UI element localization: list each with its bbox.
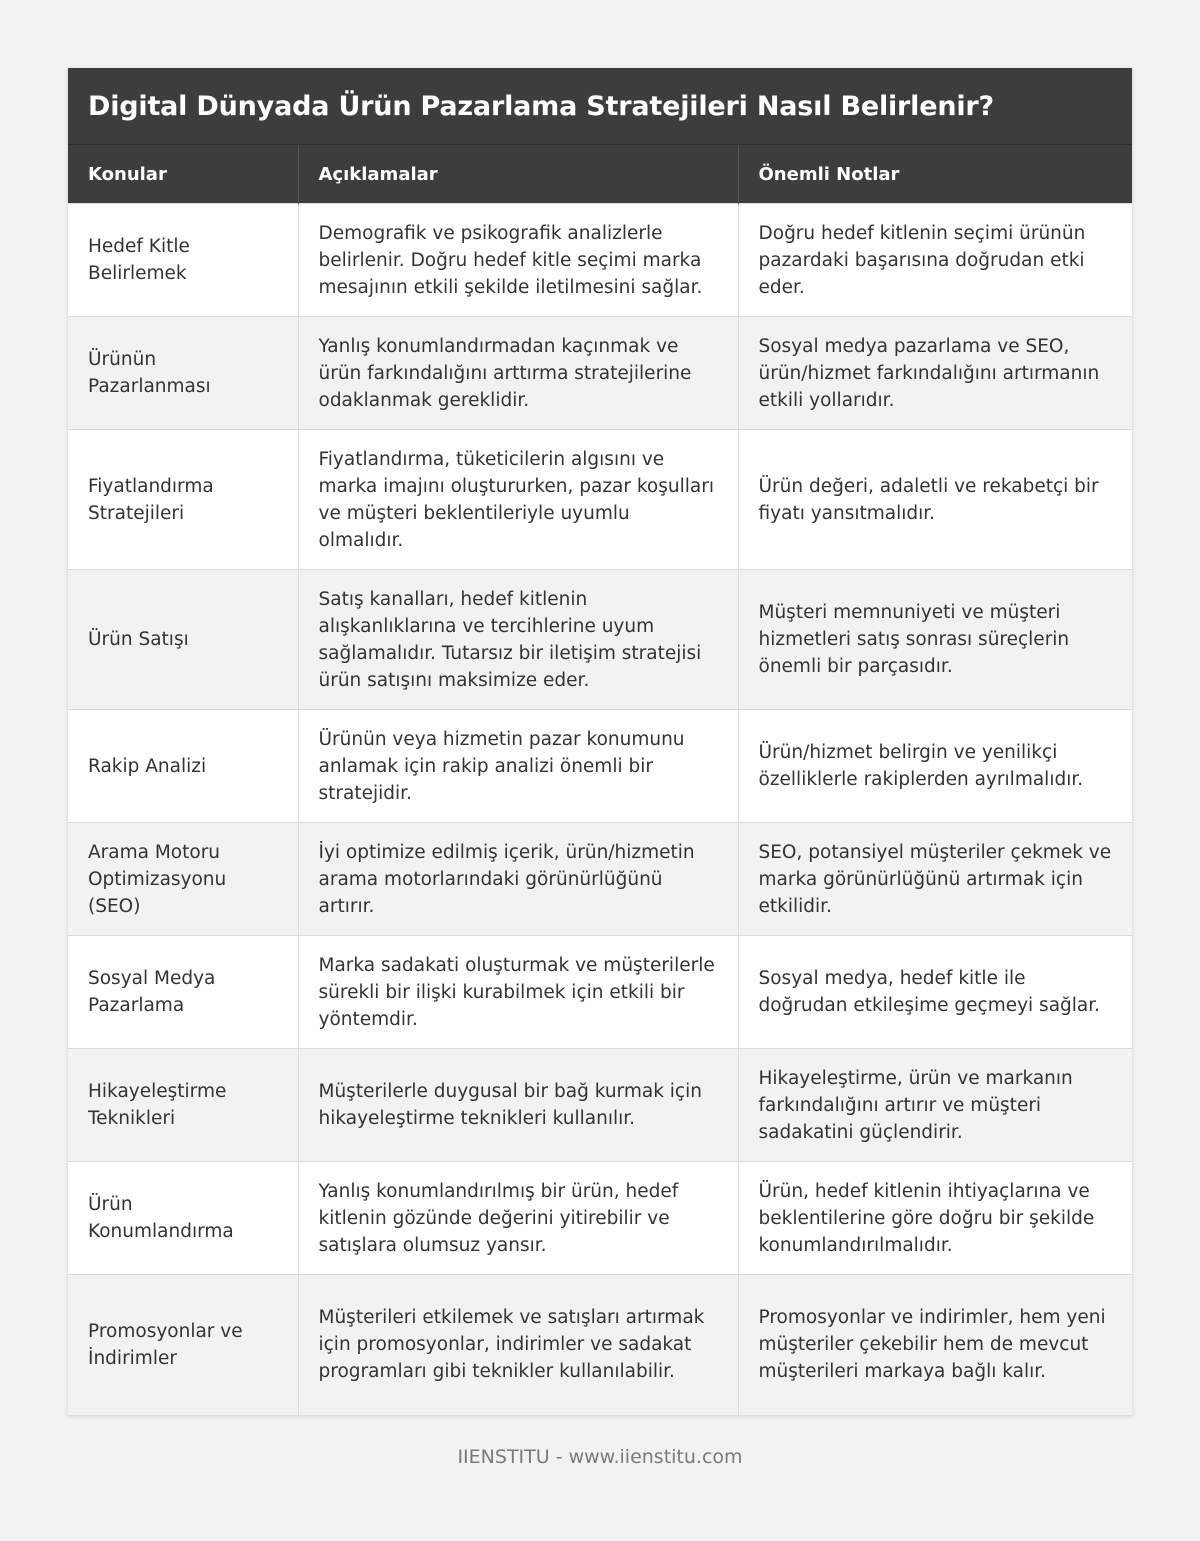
header-descriptions: Açıklamalar <box>298 145 738 204</box>
description-cell: Satış kanalları, hedef kitlenin alışkanlıklarına ve tercihlerine uyum sağlamalıdır. Tutarsız bir iletişim stratejisi ürün satışını maksimize eder. <box>298 570 738 710</box>
note-cell: Müşteri memnuniyeti ve müşteri hizmetleri satış sonrası süreçlerin önemli bir parçasıdır. <box>738 570 1132 710</box>
description-cell: Yanlış konumlandırmadan kaçınmak ve ürün farkındalığını arttırma stratejilerine odaklanmak gereklidir. <box>298 317 738 430</box>
table-row <box>68 1162 1132 1275</box>
table-header-row <box>68 145 1132 204</box>
table-row <box>68 710 1132 823</box>
table-row <box>68 317 1132 430</box>
description-cell: Demografik ve psikografik analizlerle belirlenir. Doğru hedef kitle seçimi marka mesajının etkili şekilde iletilmesini sağlar. <box>298 204 738 317</box>
description-cell: İyi optimize edilmiş içerik, ürün/hizmetin arama motorlarındaki görünürlüğünü artırır. <box>298 823 738 936</box>
table-row <box>68 1049 1132 1162</box>
header-topics: Konular <box>68 145 298 204</box>
topic-cell: Promosyonlar ve İndirimler <box>68 1275 298 1415</box>
page-title: Digital Dünyada Ürün Pazarlama Stratejileri Nasıl Belirlenir? <box>88 90 994 122</box>
table-row <box>68 1275 1132 1415</box>
strategy-table <box>68 145 1132 1415</box>
description-cell: Fiyatlandırma, tüketicilerin algısını ve marka imajını oluştururken, pazar koşulları ve müşteri beklentileriyle uyumlu olmalıdır. <box>298 430 738 570</box>
topic-cell: Fiyatlandırma Stratejileri <box>68 430 298 570</box>
topic-cell: Ürün Satışı <box>68 570 298 710</box>
note-cell: Ürün/hizmet belirgin ve yenilikçi özelliklerle rakiplerden ayrılmalıdır. <box>738 710 1132 823</box>
note-cell: SEO, potansiyel müşteriler çekmek ve marka görünürlüğünü artırmak için etkilidir. <box>738 823 1132 936</box>
topic-cell: Arama Motoru Optimizasyonu (SEO) <box>68 823 298 936</box>
topic-cell: Sosyal Medya Pazarlama <box>68 936 298 1049</box>
table-row <box>68 204 1132 317</box>
description-cell: Yanlış konumlandırılmış bir ürün, hedef kitlenin gözünde değerini yitirebilir ve satışlara olumsuz yansır. <box>298 1162 738 1275</box>
note-cell: Promosyonlar ve indirimler, hem yeni müşteriler çekebilir hem de mevcut müşterileri markaya bağlı kalır. <box>738 1275 1132 1415</box>
topic-cell: Hedef Kitle Belirlemek <box>68 204 298 317</box>
table-card <box>68 68 1132 1415</box>
table-row <box>68 570 1132 710</box>
topic-cell: Ürünün Pazarlanması <box>68 317 298 430</box>
note-cell: Ürün, hedef kitlenin ihtiyaçlarına ve beklentilerine göre doğru bir şekilde konumlandırılmalıdır. <box>738 1162 1132 1275</box>
note-cell: Sosyal medya pazarlama ve SEO, ürün/hizmet farkındalığını artırmanın etkili yollarıdır. <box>738 317 1132 430</box>
note-cell: Doğru hedef kitlenin seçimi ürünün pazardaki başarısına doğrudan etki eder. <box>738 204 1132 317</box>
table-row <box>68 430 1132 570</box>
description-cell: Ürünün veya hizmetin pazar konumunu anlamak için rakip analizi önemli bir stratejidir. <box>298 710 738 823</box>
description-cell: Müşterilerle duygusal bir bağ kurmak için hikayeleştirme teknikleri kullanılır. <box>298 1049 738 1162</box>
topic-cell: Rakip Analizi <box>68 710 298 823</box>
table-row <box>68 936 1132 1049</box>
header-notes: Önemli Notlar <box>738 145 1132 204</box>
description-cell: Müşterileri etkilemek ve satışları artırmak için promosyonlar, indirimler ve sadakat programları gibi teknikler kullanılabilir. <box>298 1275 738 1415</box>
note-cell: Sosyal medya, hedef kitle ile doğrudan etkileşime geçmeyi sağlar. <box>738 936 1132 1049</box>
title-bar <box>68 68 1132 145</box>
topic-cell: Hikayeleştirme Teknikleri <box>68 1049 298 1162</box>
description-cell: Marka sadakati oluşturmak ve müşterilerle sürekli bir ilişki kurabilmek için etkili bir yöntemdir. <box>298 936 738 1049</box>
note-cell: Hikayeleştirme, ürün ve markanın farkındalığını artırır ve müşteri sadakatini güçlendirir. <box>738 1049 1132 1162</box>
topic-cell: Ürün Konumlandırma <box>68 1162 298 1275</box>
footer-credit: IIENSTITU - www.iienstitu.com <box>457 1446 743 1468</box>
table-row <box>68 823 1132 936</box>
note-cell: Ürün değeri, adaletli ve rekabetçi bir fiyatı yansıtmalıdır. <box>738 430 1132 570</box>
